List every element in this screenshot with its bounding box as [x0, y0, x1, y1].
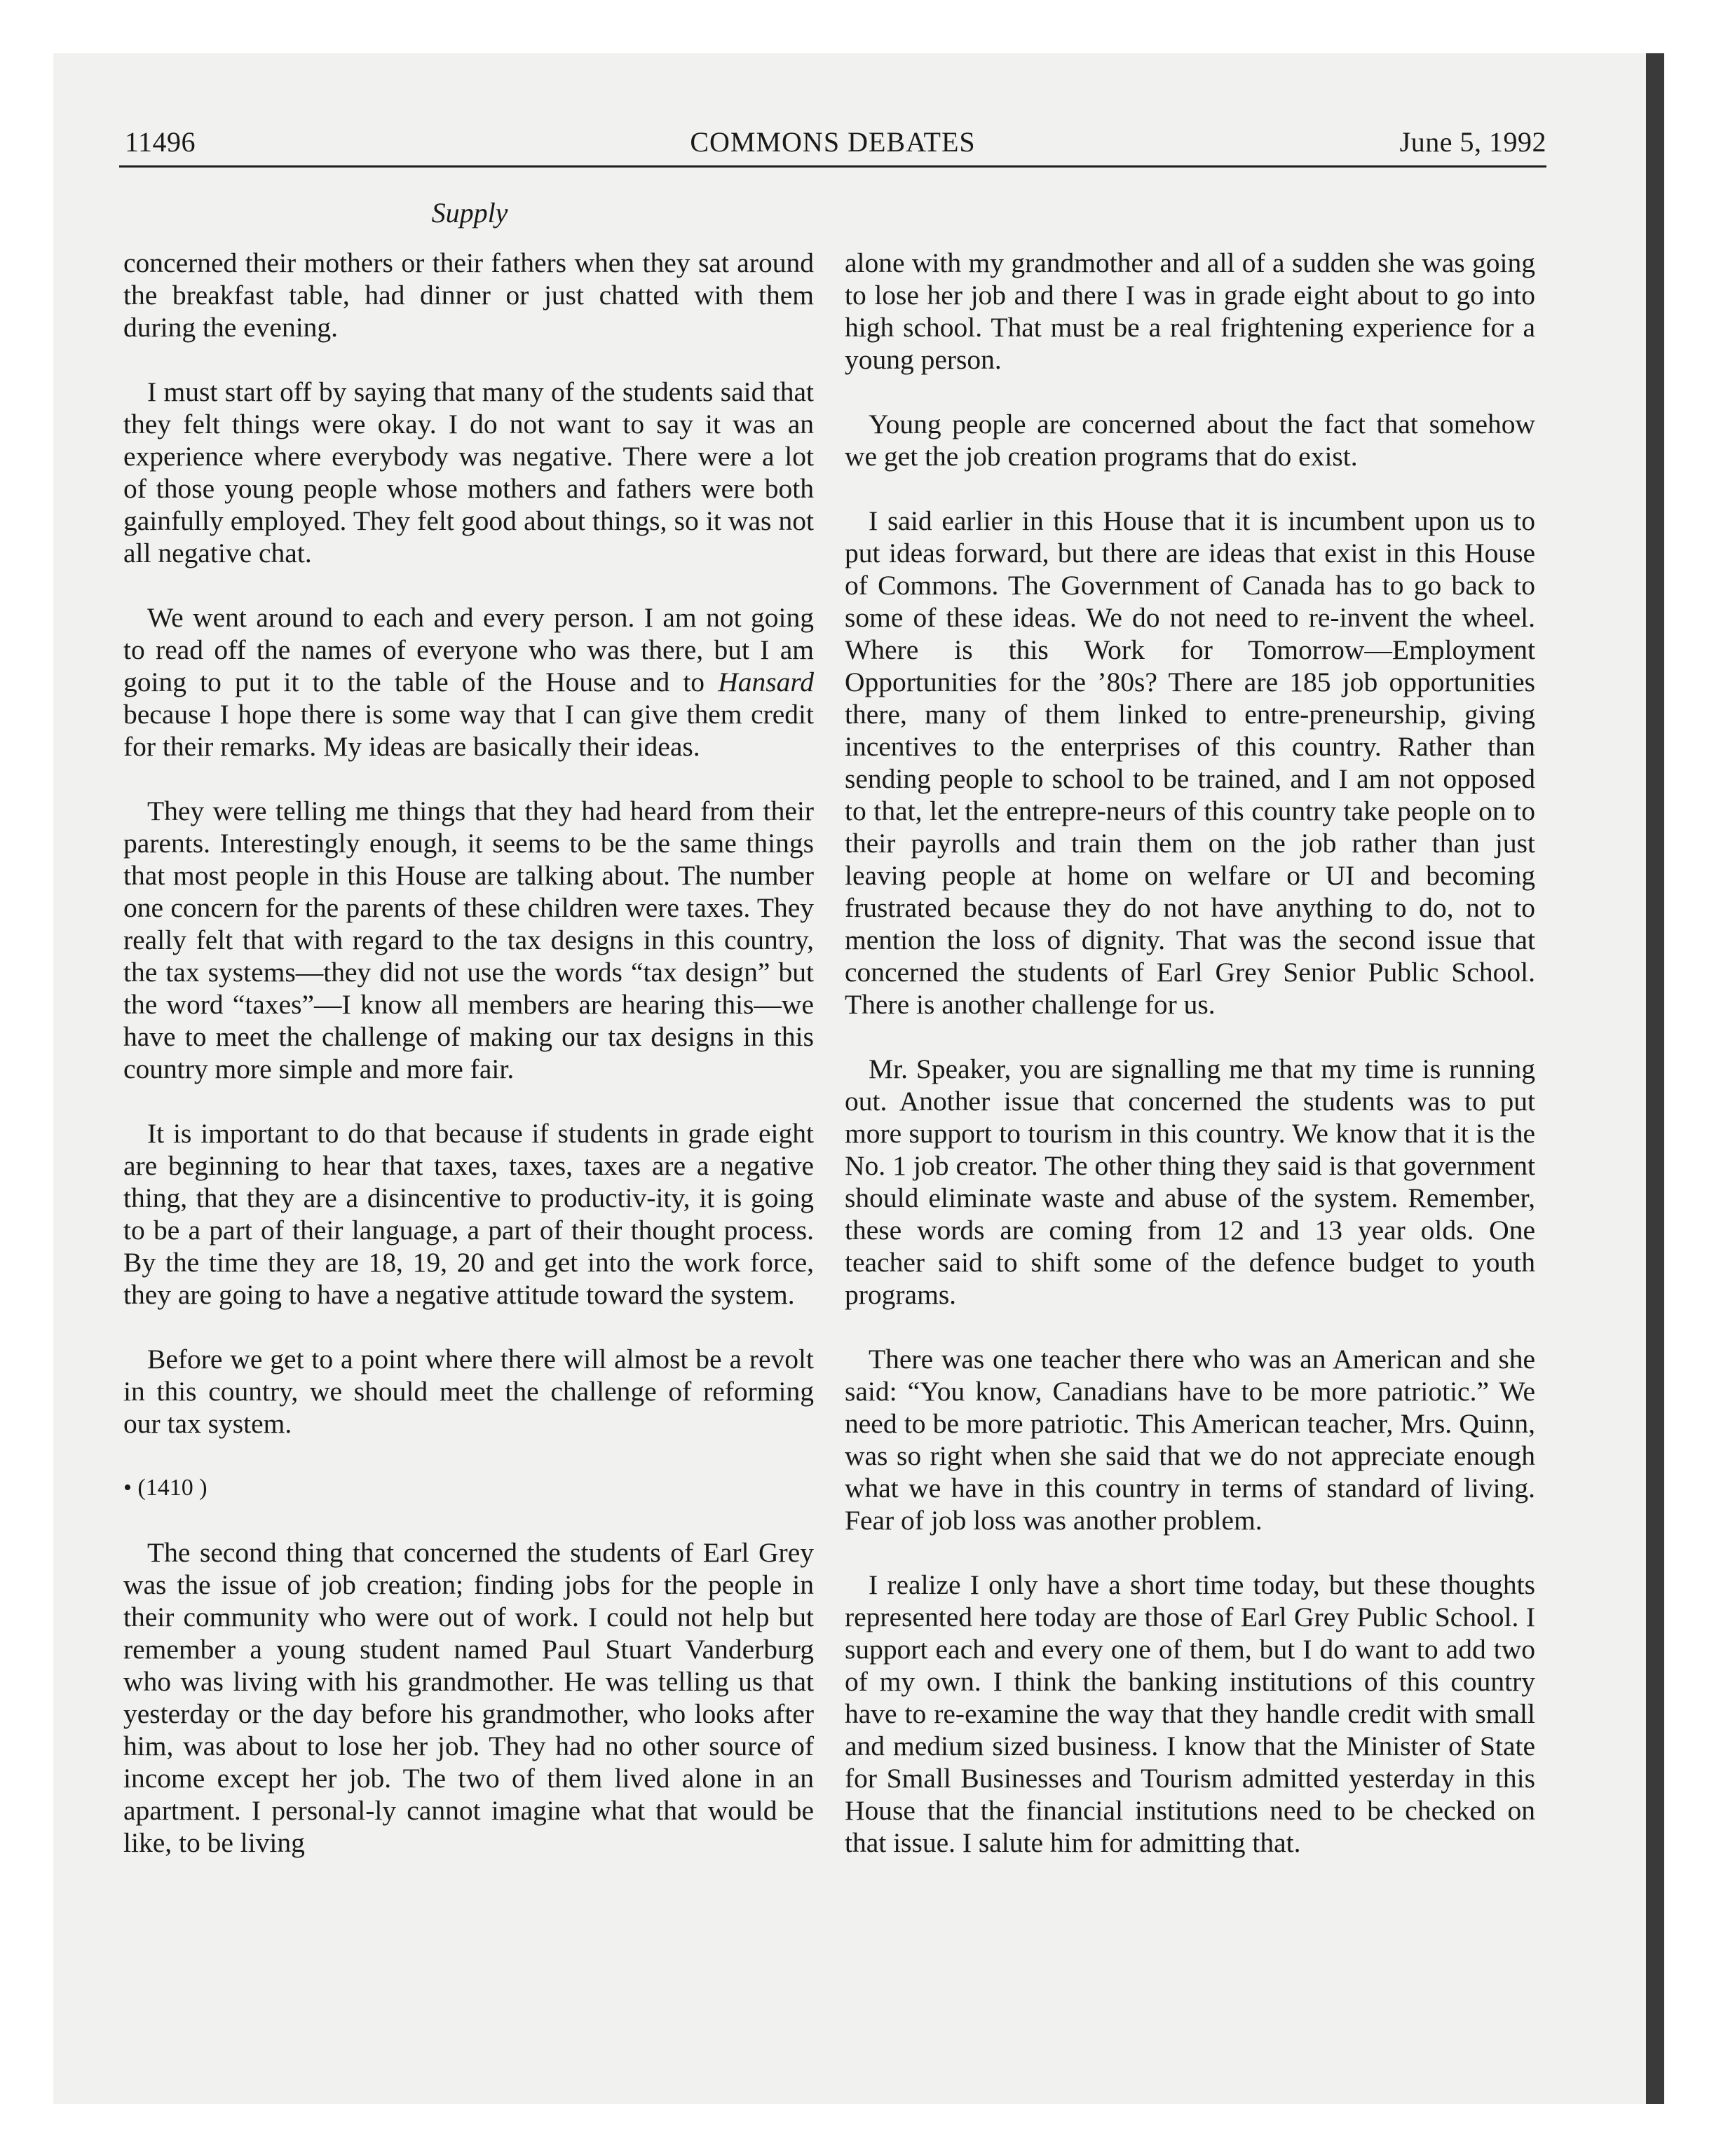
paragraph: They were telling me things that they had heard from their parents. Interestingly enough, it seems to be the same things that most people in this House are talking about. The number one concern for the parents of these children were taxes. They really felt that with regard to the tax designs in this country, the tax systems—they did not use the words “tax design” but the word “taxes”—I know all members are hearing this—we have to meet the challenge of making our tax designs in this country more simple and more fair.: [123, 796, 814, 1084]
right-column: [845, 247, 1535, 1859]
paragraph-text: We went around to each and every person. I am not going to read off the names of everyone who was there, but I am going to put it to the table of the House and to: [123, 602, 814, 697]
paragraph: I must start off by saying that many of the students said that they felt things were okay. I do not want to say it was an experience where everybody was negative. There were a lot of those young people whose mothers and fathers were both gainfully employed. They felt good about things, so it was not all negative chat.: [123, 376, 814, 568]
hansard-reference: Hansard: [718, 667, 814, 697]
paragraph: I said earlier in this House that it is incumbent upon us to put ideas forward, but there are ideas that exist in this House of Commons. The Government of Canada has to go back to some of these ideas. We do not need to re-invent the wheel. Where is this Work for Tomorrow—Employment Opportunities for the ’80s? There are 185 job opportunities there, many of them linked to entre-preneurship, giving incentives to the enterprises of this country. Rather than sending people to school to be trained, and I am not opposed to that, let the entrepre-neurs of this country take people on to their payrolls and train them on the job rather than just leaving people at home on welfare or UI and becoming frustrated because they do not have anything to do, not to mention the loss of dignity. That was the second issue that concerned the students of Earl Grey Senior Public School. There is another challenge for us.: [845, 505, 1535, 1020]
publication-title: COMMONS DEBATES: [690, 126, 976, 158]
paragraph: There was one teacher there who was an American and she said: “You know, Canadians have to be more patriotic.” We need to be more patriotic. This American teacher, Mrs. Quinn, was so right when she said that we do not appreciate enough what we have in this country in terms of standard of living. Fear of job loss was another problem.: [845, 1344, 1535, 1536]
paragraph: [123, 601, 814, 763]
left-column: [123, 247, 814, 1859]
paragraph: Young people are concerned about the fact that somehow we get the job creation programs that do exist.: [845, 409, 1535, 472]
header-rule: [119, 165, 1546, 168]
publication-date: June 5, 1992: [1399, 126, 1546, 158]
scan-edge-shadow: [1646, 53, 1664, 2104]
page-number: 11496: [125, 126, 196, 158]
paragraph-text: because I hope there is some way that I can give them credit for their remarks. My ideas are basically their ideas.: [123, 699, 814, 762]
paragraph: It is important to do that because if students in grade eight are beginning to hear that taxes, taxes, taxes are a negative thing, that they are a disincentive to productiv-ity, it is going to be a part of their language, a part of their thought process. By the time they are 18, 19, 20 and get into the work force, they are going to have a negative attitude toward the system.: [123, 1118, 814, 1310]
page-header: [119, 121, 1546, 165]
paragraph: Mr. Speaker, you are signalling me that my time is running out. Another issue that concerned the students was to put more support to tourism in this country. We know that it is the No. 1 job creator. The other thing they said is that government should eliminate waste and abuse of the system. Remember, these words are coming from 12 and 13 year olds. One teacher said to shift some of the defence budget to youth programs.: [845, 1053, 1535, 1310]
time-marker: • (1410 ): [123, 1475, 207, 1501]
paragraph: The second thing that concerned the students of Earl Grey was the issue of job creation; finding jobs for the people in their community who were out of work. I could not help but remember a young student named Paul Stuart Vanderburg who was living with his grandmother. He was telling us that yesterday or the day before his grandmother, who looks after him, was about to lose her job. They had no other source of income except her job. The two of them lived alone in an apartment. I personal-ly cannot imagine what that would be like, to be living: [123, 1537, 814, 1858]
paragraph: alone with my grandmother and all of a sudden she was going to lose her job and there I was in grade eight about to go into high school. That must be a real frightening experience for a young person.: [845, 247, 1535, 375]
paragraph: I realize I only have a short time today, but these thoughts represented here today are those of Earl Grey Public School. I support each and every one of them, but I do want to add two of my own. I think the banking institutions of this country have to re-examine the way that they handle credit with small and medium sized business. I know that the Minister of State for Small Businesses and Tourism admitted yesterday in this House that the financial institutions need to be checked on that issue. I salute him for admitting that.: [845, 1569, 1535, 1858]
paragraph: Before we get to a point where there will almost be a revolt in this country, we should meet the challenge of reforming our tax system.: [123, 1344, 814, 1439]
paragraph: concerned their mothers or their fathers when they sat around the breakfast table, had dinner or just chatted with them during the evening.: [123, 247, 814, 343]
section-label: Supply: [431, 197, 508, 228]
